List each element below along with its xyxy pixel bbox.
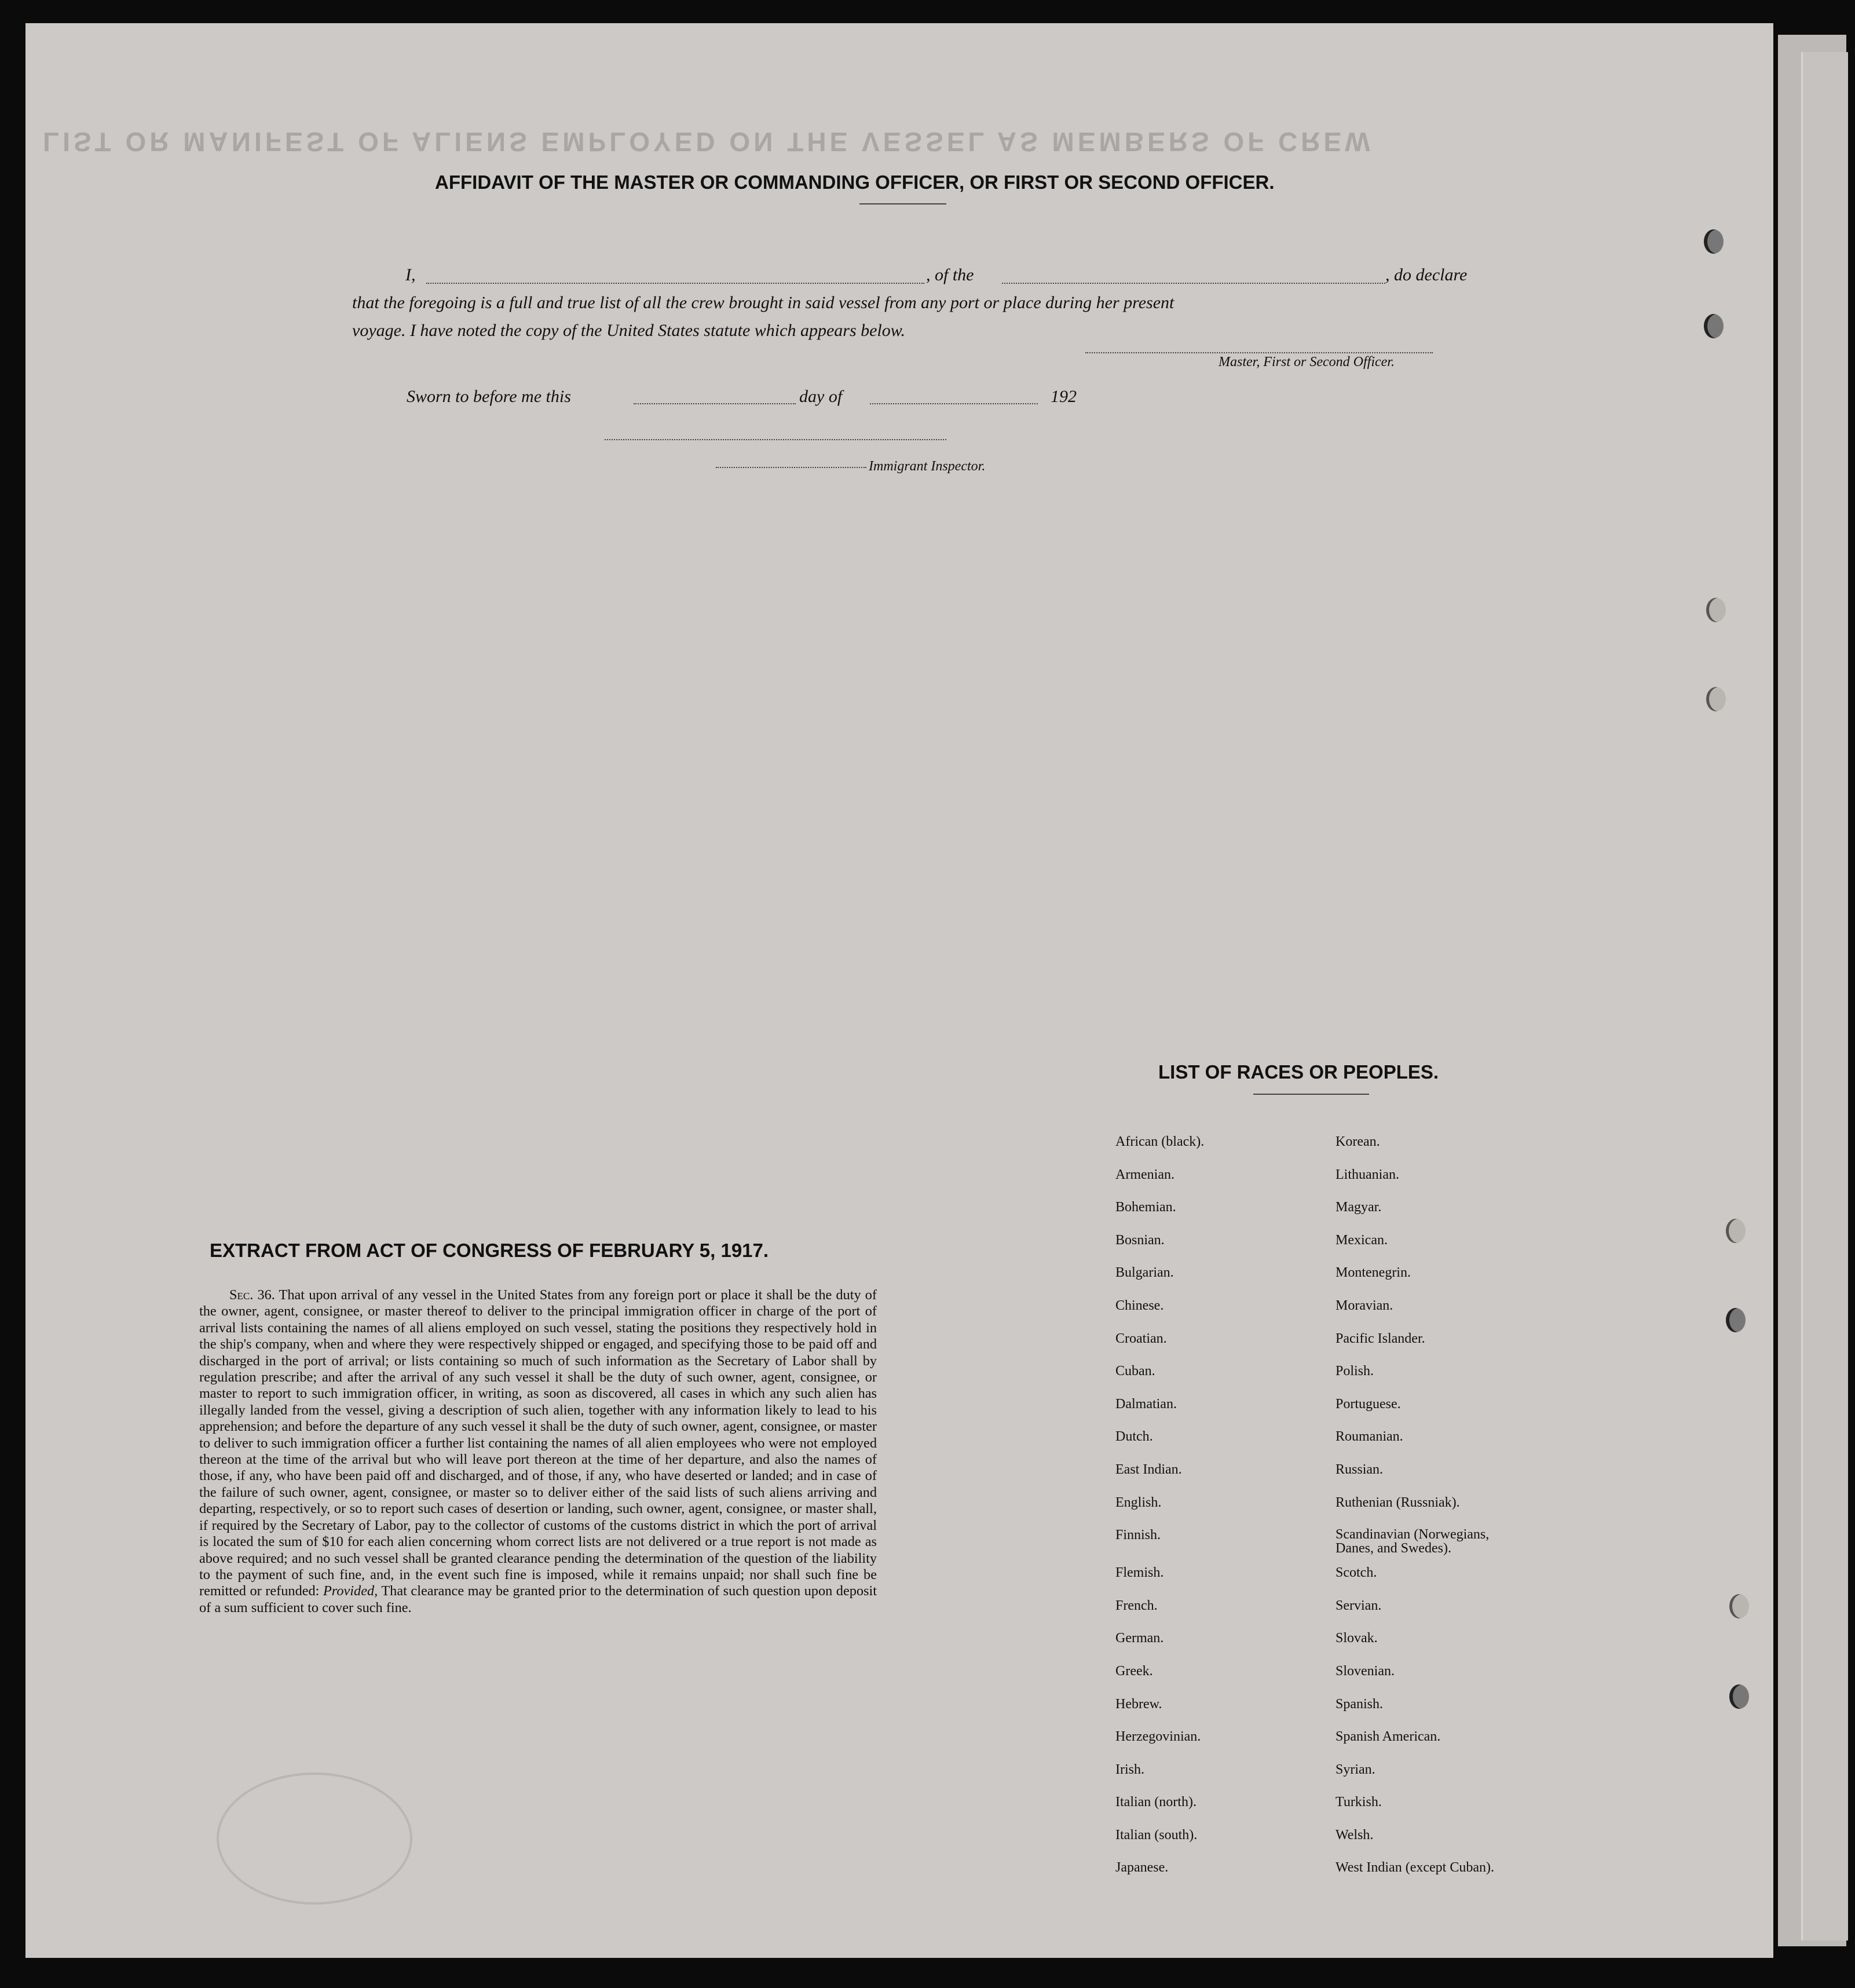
affidavit-of-the: , of the — [926, 265, 974, 284]
statute-provided: Provided, — [323, 1583, 378, 1599]
race-item: Slovak. — [1336, 1631, 1378, 1646]
binder-hole-icon — [1704, 229, 1724, 254]
race-item: Scandinavian (Norwegians, Danes, and Swedes). — [1336, 1527, 1490, 1556]
binder-hole-icon — [1704, 314, 1724, 338]
race-item: Scotch. — [1336, 1565, 1377, 1581]
binder-hole-icon — [1706, 687, 1726, 711]
race-item: Turkish. — [1336, 1795, 1382, 1810]
manifest-page — [25, 23, 1773, 1958]
race-item: Chinese. — [1115, 1298, 1164, 1313]
race-item: Mexican. — [1336, 1232, 1388, 1248]
sworn-day-blank — [634, 403, 796, 404]
affidavit-i: I, — [405, 265, 416, 284]
race-item: Spanish. — [1336, 1696, 1384, 1712]
race-item: Bulgarian. — [1115, 1265, 1174, 1281]
binder-hole-icon — [1729, 1684, 1749, 1709]
race-item: Bosnian. — [1115, 1232, 1165, 1248]
race-item: Slovenian. — [1336, 1663, 1395, 1679]
extract-title: EXTRACT FROM ACT OF CONGRESS OF FEBRUARY 5, 1917. — [210, 1240, 769, 1261]
sworn-prefix: Sworn to before me this — [407, 387, 571, 406]
race-item: Irish. — [1115, 1762, 1144, 1777]
bleed-through-header: LIST OR MANIFEST OF ALIENS EMPLOYED ON THE VESSEL AS MEMBERS OF CREW — [43, 127, 1374, 157]
race-item: Syrian. — [1336, 1762, 1375, 1777]
statute-body-part2: That clearance may be granted prior to the determination of such question upon deposit of a sum sufficient to cover such fine. — [199, 1583, 877, 1616]
race-item: Spanish American. — [1336, 1729, 1441, 1745]
inspector-label: Immigrant Inspector. — [869, 459, 986, 474]
race-item: West Indian (except Cuban). — [1336, 1860, 1494, 1876]
affidavit-line-2: that the foregoing is a full and true list of all the crew brought in said vessel from any port or place during her present — [352, 293, 1175, 312]
sworn-month-blank — [870, 403, 1038, 404]
race-item: Servian. — [1336, 1598, 1382, 1613]
race-item: Ruthenian (Russniak). — [1336, 1494, 1460, 1510]
inspector-signature-line — [605, 439, 946, 440]
races-title: LIST OF RACES OR PEOPLES. — [1158, 1061, 1439, 1083]
signature-label: Master, First or Second Officer. — [1219, 355, 1395, 370]
race-item: Roumanian. — [1336, 1429, 1403, 1445]
statute-section-label: Sec. 36. — [229, 1287, 275, 1303]
race-item: Dalmatian. — [1115, 1396, 1177, 1412]
race-item: Montenegrin. — [1336, 1265, 1411, 1281]
race-item: Korean. — [1336, 1134, 1380, 1149]
binder-hole-icon — [1726, 1308, 1746, 1332]
race-item: Portuguese. — [1336, 1396, 1401, 1412]
race-item: Lithuanian. — [1336, 1167, 1399, 1182]
statute-body-part1: That upon arrival of any vessel in the United States from any foreign port or place it shall be the duty of the owner, agent, consignee, or master thereof to deliver to the principal immigration officer in charge of the port of arrival lists containing the names of all aliens employed on such vessel, stating the positions they respectively hold in the ship's company, when and where they were respectively shipped or engaged, and specifying those to be paid off and discharged in the port of arrival; or lists containing so much of such information as the Secretary of Labor shall by regulation prescribe; and after the arrival of any such vessel it shall be the duty of such owner, agent, consignee, or master to report to such immigration officer, in writing, as soon as discovered, all cases in which any such alien has illegally landed from the vessel, giving a description of such alien, together with any information likely to lead to his apprehension; and before the departure of any such vessel it shall be the duty of such owner, agent, consignee, or master to deliver to such immigration officer a further list containing the names of all alien employees who were not employed thereon at the time of the arrival but who will leave port thereon at the time of her departure, and also the names of those, if any, who have been paid off and discharged, and of those, if any, who have deserted or landed; and in case of the failure of such owner, agent, consignee, or master so to deliver either of the said lists of such aliens arriving and departing, respectively, or so to report such cases of desertion or landing, such owner, agent, consignee, or master shall, if required by the Secretary of Labor, pay to the collector of customs of the customs district in which the port of arrival is located the sum of $10 for each alien concerning whom correct lists are not delivered or a true report is not made as above required; and no such vessel shall be granted clearance pending the determination of the question of the liability to the payment of such fine, and, in the event such fine is imposed, while it remains unpaid; nor shall such fine be remitted or refunded: — [199, 1287, 877, 1599]
race-item: German. — [1115, 1631, 1164, 1646]
affidavit-title-rule — [859, 203, 946, 204]
race-item: Welsh. — [1336, 1827, 1374, 1843]
race-item: Armenian. — [1115, 1167, 1175, 1182]
race-item: Finnish. — [1115, 1527, 1161, 1543]
binder-hole-icon — [1729, 1594, 1749, 1618]
race-item: Croatian. — [1115, 1331, 1167, 1346]
race-item: Japanese. — [1115, 1860, 1169, 1876]
races-left-column — [1115, 1134, 1324, 1893]
race-item: Italian (south). — [1115, 1827, 1198, 1843]
race-item: Cuban. — [1115, 1364, 1155, 1379]
race-item: East Indian. — [1115, 1461, 1182, 1477]
race-item: Italian (north). — [1115, 1795, 1197, 1810]
races-right-column — [1336, 1134, 1608, 1893]
race-item: Russian. — [1336, 1461, 1384, 1477]
race-item: French. — [1115, 1598, 1158, 1613]
name-blank — [426, 283, 924, 284]
statute-text — [199, 1287, 877, 1616]
affidavit-declare: , do declare — [1385, 265, 1468, 284]
race-item: Magyar. — [1336, 1200, 1382, 1215]
faded-stamp — [217, 1773, 412, 1905]
race-item: Pacific Islander. — [1336, 1331, 1425, 1346]
binder-hole-icon — [1726, 1219, 1746, 1243]
sworn-year: 192 — [1051, 387, 1077, 406]
race-item: Hebrew. — [1115, 1696, 1162, 1712]
sworn-day-of: day of — [799, 387, 843, 406]
race-item: Greek. — [1115, 1663, 1153, 1679]
inspector-label-leader — [716, 467, 866, 468]
race-item: Polish. — [1336, 1364, 1374, 1379]
race-item: Moravian. — [1336, 1298, 1393, 1313]
race-item: Bohemian. — [1115, 1200, 1176, 1215]
race-item: Herzegovinian. — [1115, 1729, 1201, 1745]
adjacent-page-edge-inner — [1801, 52, 1848, 1941]
race-item: English. — [1115, 1494, 1162, 1510]
affidavit-title: AFFIDAVIT OF THE MASTER OR COMMANDING OFFICER, OR FIRST OR SECOND OFFICER. — [435, 171, 1275, 193]
affidavit-line-3: voyage. I have noted the copy of the United States statute which appears below. — [352, 321, 906, 340]
race-item: Dutch. — [1115, 1429, 1153, 1445]
vessel-blank — [1002, 283, 1385, 284]
race-item: African (black). — [1115, 1134, 1205, 1149]
signature-line — [1085, 352, 1433, 353]
binder-hole-icon — [1706, 598, 1726, 622]
race-item: Flemish. — [1115, 1565, 1164, 1581]
races-title-rule — [1253, 1094, 1369, 1095]
